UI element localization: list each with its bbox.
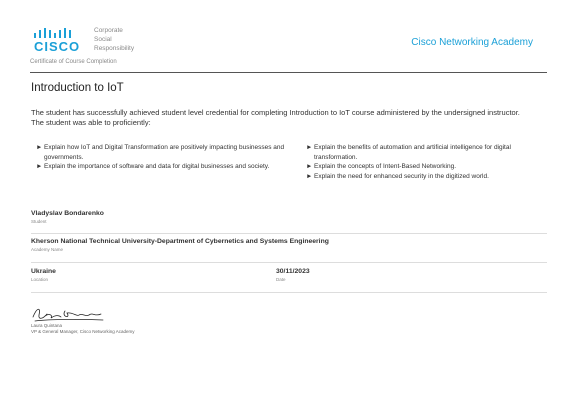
skills-list-right <box>306 143 546 181</box>
location-value: Ukraine <box>31 268 56 275</box>
academy-name: Kherson National Technical University-Department of Cybernetics and Systems Engineering <box>31 238 329 245</box>
signature-image <box>31 303 121 325</box>
bullet-icon: ► <box>306 172 313 180</box>
skill-text: Explain the need for enhanced security in the digitized world. <box>314 172 489 180</box>
bullet-icon: ► <box>36 163 43 170</box>
skills-list-left <box>36 143 286 172</box>
logo-tagline-line: Responsibility <box>94 45 135 52</box>
skill-text: Explain the importance of software and data for digital businesses and society. <box>44 163 270 170</box>
skill-item <box>306 143 546 162</box>
header-divider <box>30 72 547 73</box>
student-label: Student <box>31 219 47 224</box>
course-summary: The student has successfully achieved student level credential for completing Introduction to IoT course administered by the undersigned instructor. The student was able to proficiently: <box>31 108 520 127</box>
skill-item <box>306 172 546 182</box>
bullet-icon: ► <box>36 144 43 151</box>
field-divider <box>31 292 547 293</box>
logo-tagline-line: Social <box>94 36 112 43</box>
date-value: 30/11/2023 <box>276 268 310 275</box>
cisco-logo <box>34 24 154 60</box>
signatory-title: VP & General Manager, Cisco Networking Academy <box>31 328 135 334</box>
skill-text: Explain the concepts of Intent-Based Networking. <box>314 163 456 170</box>
field-divider <box>31 262 547 263</box>
location-label: Location <box>31 277 49 282</box>
signatory <box>31 323 134 334</box>
academy-field <box>31 238 329 252</box>
bullet-icon: ► <box>306 163 313 170</box>
field-divider <box>31 233 547 234</box>
location-field <box>31 268 56 282</box>
logo-tagline-line: Corporate <box>94 27 123 34</box>
skill-text: Explain how IoT and Digital Transformation are positively impacting businesses and governments. <box>44 144 285 161</box>
date-label: Date <box>276 277 286 282</box>
student-name: Vladyslav Bondarenko <box>31 210 104 217</box>
skill-item <box>306 162 546 172</box>
skill-item <box>36 143 286 162</box>
course-title: Introduction to IoT <box>31 82 124 94</box>
date-field <box>276 268 310 282</box>
cisco-wordmark: CISCO <box>34 39 81 54</box>
signatory-name: Laura Quintana <box>31 323 63 328</box>
bullet-icon: ► <box>306 144 313 151</box>
logo-tagline <box>94 26 134 53</box>
certificate-type: Certificate of Course Completion <box>30 59 117 65</box>
certificate-header <box>30 24 547 72</box>
student-field <box>31 210 104 224</box>
skill-item <box>36 162 286 172</box>
academy-name-header: Cisco Networking Academy <box>411 37 533 48</box>
academy-label: Academy Name <box>31 247 64 252</box>
skill-text: Explain the benefits of automation and artificial intelligence for digital transformation. <box>314 144 511 161</box>
